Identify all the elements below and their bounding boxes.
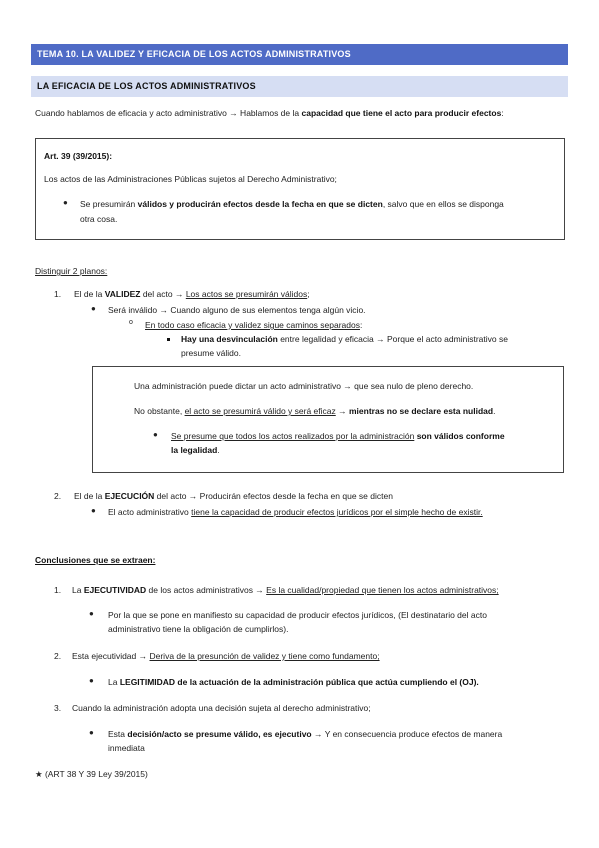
art39-title: Art. 39 (39/2015): bbox=[44, 151, 113, 161]
bullet-icon: ● bbox=[91, 506, 96, 515]
tema-title: TEMA 10. LA VALIDEZ Y EFICACIA DE LOS ACTOS ADMINISTRATIVOS bbox=[37, 49, 351, 59]
plano1-bullet3: Hay una desvinculación entre legalidad y eficacia → Porque el acto administrativo se bbox=[181, 334, 508, 344]
plano1-bullet3-line2: presume válido. bbox=[181, 348, 242, 358]
c2-bullet: La LEGITIMIDAD de la actuación de la administración pública que actúa cumpliendo el (OJ). bbox=[108, 677, 479, 687]
art39-box bbox=[35, 138, 565, 240]
plano1-bullet1: Será inválido → Cuando alguno de sus elementos tenga algún vicio. bbox=[108, 305, 366, 315]
plano1-number: 1. bbox=[54, 289, 62, 299]
bullet-icon: ● bbox=[89, 676, 94, 685]
conclusiones-heading: Conclusiones que se extraen: bbox=[35, 555, 156, 565]
c2-number: 2. bbox=[54, 651, 62, 661]
bullet-icon: ● bbox=[91, 304, 96, 313]
c3-item: Cuando la administración adopta una decisión sujeta al derecho administrativo; bbox=[72, 703, 371, 713]
nulidad-line3: Se presume que todos los actos realizados por la administración son válidos conforme bbox=[171, 431, 505, 441]
c2-item: Esta ejecutividad → Deriva de la presunción de validez y tiene como fundamento; bbox=[72, 651, 380, 661]
plano2-number: 2. bbox=[54, 491, 62, 501]
art39-bullet-line2: otra cosa. bbox=[80, 214, 118, 224]
plano1-bullet2: En todo caso eficacia y validez sigue caminos separados: bbox=[145, 320, 363, 330]
nulidad-line1: Una administración puede dictar un acto administrativo → que sea nulo de pleno derecho. bbox=[134, 381, 474, 391]
section-title: LA EFICACIA DE LOS ACTOS ADMINISTRATIVOS bbox=[37, 81, 256, 91]
c1-bullet-line2: administrativo tiene la obligación de cumplirlos). bbox=[108, 624, 289, 634]
distinguir-heading: Distinguir 2 planos: bbox=[35, 266, 108, 276]
plano1-item: El de la VALIDEZ del acto → Los actos se presumirán válidos; bbox=[74, 289, 310, 299]
footnote: ★ (ART 38 Y 39 Ley 39/2015) bbox=[35, 769, 148, 779]
bullet-icon: ● bbox=[89, 609, 94, 618]
nulidad-line2: No obstante, el acto se presumirá válido y será eficaz → mientras no se declare esta nulidad. bbox=[134, 406, 496, 416]
c3-bullet-line2: inmediata bbox=[108, 743, 145, 753]
circle-bullet-icon: o bbox=[129, 319, 133, 326]
intro-paragraph: Cuando hablamos de eficacia y acto administrativo → Hablamos de la capacidad que tiene el acto para producir efectos: bbox=[35, 108, 504, 118]
tema-header bbox=[31, 44, 568, 65]
bullet-icon: ● bbox=[63, 198, 68, 207]
bullet-icon: ● bbox=[89, 728, 94, 737]
nulidad-line3-2: la legalidad. bbox=[171, 445, 220, 455]
plano2-bullet1: El acto administrativo tiene la capacidad de producir efectos jurídicos por el simple hecho de existir. bbox=[108, 507, 483, 517]
c3-bullet: Esta decisión/acto se presume válido, es ejecutivo → Y en consecuencia produce efectos de manera bbox=[108, 729, 503, 739]
section-header bbox=[31, 76, 568, 97]
c3-number: 3. bbox=[54, 703, 62, 713]
art39-text: Los actos de las Administraciones Públicas sujetos al Derecho Administrativo; bbox=[44, 174, 337, 184]
c1-bullet-line1: Por la que se pone en manifiesto su capacidad de producir efectos jurídicos, (El destinatario del acto bbox=[108, 610, 487, 620]
bullet-icon: ● bbox=[153, 430, 158, 439]
art39-bullet: Se presumirán válidos y producirán efectos desde la fecha en que se dicten, salvo que en ellos se disponga bbox=[80, 199, 504, 209]
plano2-item: El de la EJECUCIÓN del acto → Producirán efectos desde la fecha en que se dicten bbox=[74, 491, 393, 501]
square-bullet-icon bbox=[167, 338, 170, 341]
c1-item: La EJECUTIVIDAD de los actos administrativos → Es la cualidad/propiedad que tienen los actos administrativos; bbox=[72, 585, 499, 595]
c1-number: 1. bbox=[54, 585, 62, 595]
